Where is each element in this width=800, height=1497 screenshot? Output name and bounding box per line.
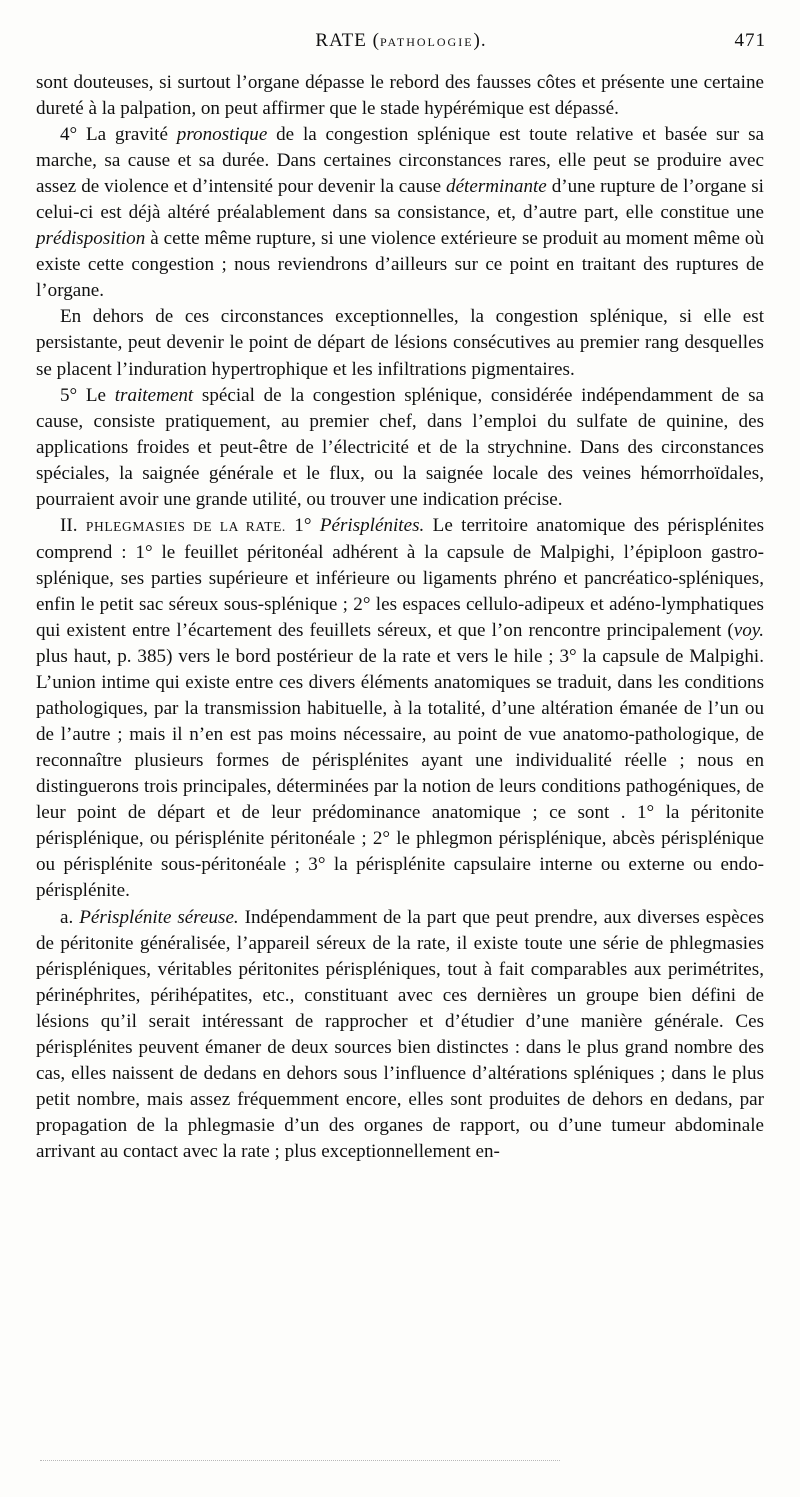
- paragraph-5: [36, 513, 764, 905]
- page-body: [36, 70, 764, 1165]
- paragraph-4: [36, 383, 764, 513]
- running-title: [36, 30, 766, 52]
- paragraph-text: a.: [60, 906, 80, 928]
- paragraph-6: [36, 905, 764, 1165]
- italic-term: déterminante: [446, 176, 547, 198]
- paragraph-1: [36, 70, 764, 122]
- running-title-close: ).: [473, 30, 487, 51]
- paragraph-text: En dehors de ces circonstances exceptionnelles, la congestion splénique, si elle est persistante, peut devenir le point de départ de lésions consécutives au premier rang desquelles se placent l’induration hypertrophique et les infiltrations pigmentaires.: [36, 306, 764, 380]
- italic-term: pronostique: [176, 124, 268, 146]
- page-number: 471: [734, 30, 766, 51]
- italic-term: prédisposition: [36, 228, 146, 250]
- running-title-section: PATHOLOGIE: [379, 35, 474, 49]
- paragraph-text: II.: [60, 514, 86, 536]
- paragraph-3: [36, 304, 764, 382]
- paragraph-text: Le territoire anatomique des périsplénites comprend : 1° le feuillet péritonéal adhérent à la capsule de Malpighi, l’épiploon gastro-splénique, ses parties supérieure et inférieure ou ligaments phréno et pancréatico-spléniques, enfin le petit sac séreux sous-splénique ; 2° les espaces cellulo-adipeux et adéno-lymphatiques qui existent entre l’écartement des feuillets séreux, et que l’on rencontre principalement (: [36, 514, 765, 641]
- paragraph-text: spécial de la congestion splénique, considérée indépendamment de sa cause, consiste pratiquement, au premier chef, dans l’emploi du sulfate de quinine, des applications froides et peut-être de l’électricité et de la strychnine. Dans des circonstances spéciales, la saignée générale et le flux, ou la saignée locale des veines hémorrhoïdales, pourraient avoir une grande utilité, ou trouver une indication précise.: [36, 384, 764, 510]
- italic-term: voy.: [733, 619, 764, 641]
- italic-term: Périsplénite séreuse.: [79, 906, 239, 928]
- italic-term: traitement: [114, 384, 194, 406]
- paragraph-text: 4° La gravité: [60, 124, 177, 146]
- print-bleed-line: [40, 1460, 560, 1463]
- paragraph-text: à cette même rupture, si une violence extérieure se produit au moment même où existe cette congestion ; nous reviendrons d’ailleurs sur ce point en traitant des ruptures de l’organe.: [36, 228, 764, 302]
- paragraph-text: 5° Le: [60, 384, 115, 406]
- running-header: [36, 30, 766, 58]
- paragraph-text: Indépendamment de la part que peut prendre, aux diverses espèces de péritonite généralisée, l’appareil séreux de la rate, il existe toute une série de phlegmasies périspléniques, véritables péritonites périspléniques, tout à fait comparables aux perimétrites, périnéphrites, périhépatites, etc., constituant avec ces dernières un groupe bien défini de lésions qu’il serait intéressant de rapprocher et d’étudier d’une manière générale. Ces périsplénites peuvent émaner de deux sources bien distinctes : dans le plus grand nombre des cas, elles naissent de dedans en dehors sous l’influence d’altérations spléniques ; dans le plus petit nombre, mais assez fréquemment encore, elles sont produites de dehors en dedans, par propagation de la phlegmasie d’un des organes de rapport, ou d’une tumeur abdominale arrivant au contact avec la rate ; plus exceptionnellement en-: [36, 906, 765, 1162]
- paragraph-text: sont douteuses, si surtout l’organe dépasse le rebord des fausses côtes et présente une certaine dureté à la palpation, on peut affirmer que le stade hypérémique est dépassé.: [36, 72, 764, 120]
- paragraph-text: de la congestion splénique est toute relative et basée sur sa marche, sa cause et sa durée. Dans certaines circonstances rares, elle peut se produire avec assez de violence et d’intensité pour devenir la cause: [36, 124, 765, 198]
- paragraph-2: [36, 122, 764, 304]
- running-title-text: RATE (: [315, 30, 380, 51]
- paragraph-text: 1°: [285, 514, 320, 536]
- paragraph-text: d’une rupture de l’organe si celui-ci est déjà altéré préalablement dans sa consistance, et, d’autre part, elle constitue une: [36, 176, 764, 224]
- paragraph-text: plus haut, p. 385) vers le bord postérieur de la rate et vers le hile ; 3° la capsule de Malpighi. L’union intime qui existe entre ces divers éléments anatomiques se traduit, dans les conditions pathologiques, par la transmission habituelle, à la totalité, d’une altération émanée de l’un ou de l’autre ; mais il n’en est pas moins nécessaire, au point de vue anatomo-pathologique, de reconnaître plusieurs formes de périsplénites ayant une individualité réelle ; nous en distinguerons trois principales, déterminées par la notion de leurs conditions pathogéniques, de leur point de départ et de leur prédominance anatomique ; ce sont . 1° la péritonite périsplénique, ou périsplénite péritonéale ; 2° le phlegmon périsplénique, abcès périsplénique ou périsplénite sous-péritonéale ; 3° la périsplénite capsulaire interne ou externe ou endo-périsplénite.: [36, 646, 764, 902]
- section-heading: PHLEGMASIES DE LA RATE.: [85, 518, 286, 534]
- italic-term: Périsplénites.: [319, 514, 425, 536]
